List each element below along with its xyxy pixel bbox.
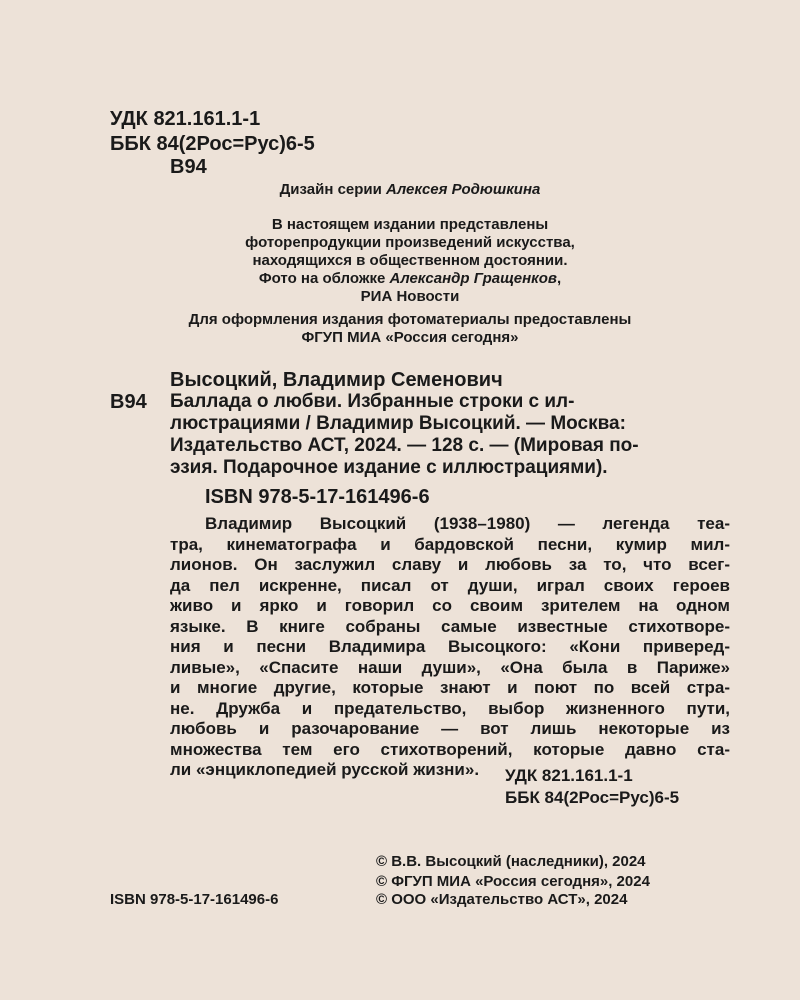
annotation-line: множества тем его стихотворений, которые давно ста- [170,739,730,759]
annotation-line: тра, кинематографа и бардовской песни, кумир мил- [170,534,730,554]
photomaterials-credit [100,311,720,347]
annotation-line: да пел искренне, писал от души, играл своих героев [170,575,730,595]
annotation-line: и многие другие, которые знают и поют по всей стра- [170,678,730,697]
bbk-code: ББК 84(2Рос=Рус)6-5 [110,133,315,155]
photo-agency: РИА Новости [360,288,460,305]
note-line: находящихся в общественном достоянии. [252,252,568,269]
record-isbn: ISBN 978-5-17-161496-6 [205,486,430,508]
description-line: эзия. Подарочное издание с иллюстрациями). [170,457,608,478]
note-line: фоторепродукции произведений искусства, [245,234,575,251]
description-line: Издательство АСТ, 2024. — 128 с. — (Мировая по- [170,435,639,456]
note-line: В настоящем издании представлены [271,216,549,233]
annotation-line: ливые», «Спасите наши души», «Она была в Париже» [170,657,730,677]
designer-name: Алексея Родюшкина [386,181,541,198]
photomaterials-line: Для оформления издания фотоматериалы предоставлены [188,311,632,328]
annotation-line: ли «энциклопедией русской жизни». [170,760,480,779]
public-domain-note [100,216,720,270]
annotation-line: живо и ярко и говорил со своим зрителем на одном [170,596,730,615]
copyright-isbn: ISBN 978-5-17-161496-6 [110,891,279,908]
cover-photo-credit: Фото на обложке Александр Гращенков, РИА Новости [100,270,720,306]
footer-bbk: ББК 84(2Рос=Рус)6-5 [505,788,680,807]
annotation-line: лионов. Он заслужил славу и любовь за то, что всег- [170,555,730,574]
annotation [170,514,730,781]
record-code: В94 [110,391,147,413]
design-prefix: Дизайн серии [279,181,382,198]
annotation-line: любовь и разочарование — вот лишь некоторые из [170,719,730,738]
annotation-line: Владимир Высоцкий (1938–1980) — легенда теа- [205,514,730,533]
udk-code: УДК 821.161.1-1 [110,108,261,130]
description-line: Баллада о любви. Избранные строки с ил- [170,391,575,412]
photomaterials-line: ФГУП МИА «Россия сегодня» [301,329,519,346]
record-description [170,391,730,479]
description-line: люстрациями / Владимир Высоцкий. — Москва: [170,413,626,434]
photographer-name: Александр Гращенков [389,270,557,287]
copyright-line: © В.В. Высоцкий (наследники), 2024 [376,853,646,870]
copyright-line: © ФГУП МИА «Россия сегодня», 2024 [376,873,650,890]
photo-prefix: Фото на обложке [258,270,386,287]
annotation-line: ния и песни Владимира Высоцкого: «Кони приверед- [170,637,730,656]
author-mark-code: В94 [170,156,207,178]
footer-udk: УДК 821.161.1-1 [505,766,633,785]
series-design-credit [100,181,720,199]
annotation-line: не. Дружба и предательство, выбор жизненного пути, [170,698,730,718]
annotation-line: языке. В книге собраны самые известные стихотворе- [170,616,730,636]
copyright-line: © ООО «Издательство АСТ», 2024 [376,891,628,908]
record-author: Высоцкий, Владимир Семенович [170,369,503,391]
